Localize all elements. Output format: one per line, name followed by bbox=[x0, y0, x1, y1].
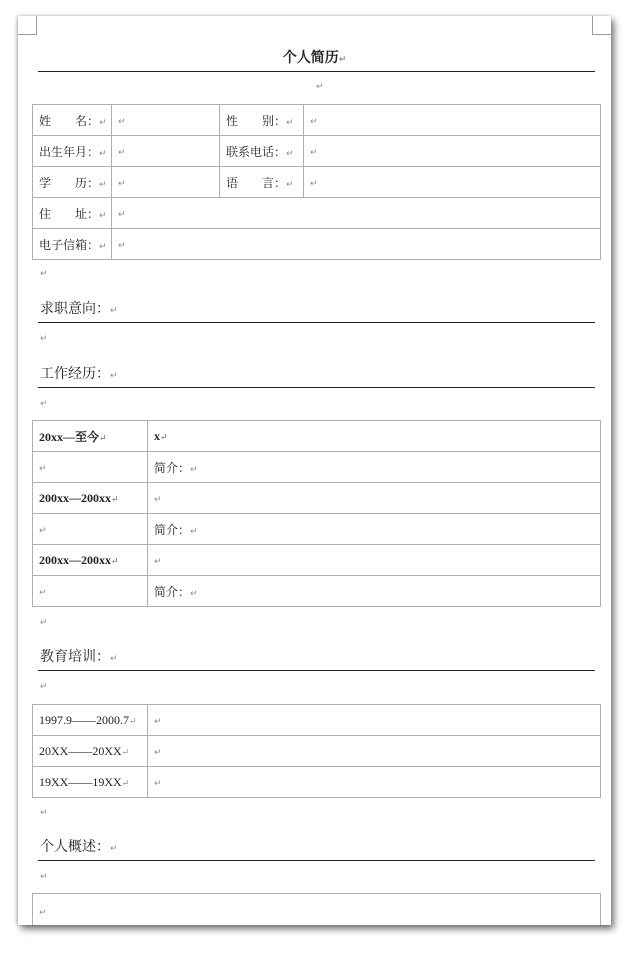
page-corner-mark-top-left bbox=[18, 16, 37, 35]
paragraph-mark-icon: ↵ bbox=[129, 715, 137, 726]
paragraph-mark-icon: ↵ bbox=[110, 654, 118, 664]
address-value-cell[interactable] bbox=[112, 198, 601, 229]
basic-info-row bbox=[33, 167, 601, 198]
paragraph-mark-icon: ↵ bbox=[118, 179, 126, 189]
education-content-cell[interactable] bbox=[148, 767, 601, 798]
experience-table bbox=[32, 420, 601, 607]
experience-date-cell[interactable]: 200xx—200xx↵ bbox=[33, 483, 148, 514]
document-title[interactable] bbox=[18, 47, 611, 67]
paragraph-mark-icon: ↵ bbox=[286, 179, 294, 190]
paragraph-mark-icon: ↵ bbox=[118, 210, 126, 220]
document-page bbox=[18, 16, 611, 925]
name-value-cell[interactable] bbox=[112, 105, 220, 136]
paragraph-mark-icon: ↵ bbox=[40, 872, 48, 882]
paragraph-mark-icon: ↵ bbox=[40, 399, 48, 409]
table-row bbox=[33, 705, 601, 736]
paragraph-mark-icon: ↵ bbox=[110, 844, 118, 854]
paragraph-mark-icon: ↵ bbox=[118, 241, 126, 251]
email-row bbox=[33, 229, 601, 260]
paragraph-mark-icon: ↵ bbox=[39, 526, 47, 536]
paragraph-mark-icon: ↵ bbox=[310, 117, 318, 127]
paragraph-mark-icon: ↵ bbox=[121, 777, 130, 788]
basic-info-row bbox=[33, 136, 601, 167]
paragraph-mark-icon: ↵ bbox=[110, 371, 118, 381]
experience-content-cell[interactable]: x↵ bbox=[148, 421, 601, 452]
section-rule bbox=[38, 322, 595, 323]
birth-date-value-cell[interactable] bbox=[112, 136, 220, 167]
basic-info-row bbox=[33, 105, 601, 136]
address-row bbox=[33, 198, 601, 229]
education-content-cell[interactable] bbox=[148, 705, 601, 736]
education-date-cell[interactable]: 19XX——19XX↵ bbox=[33, 767, 148, 798]
paragraph-mark-icon: ↵ bbox=[110, 306, 118, 316]
table-row bbox=[33, 736, 601, 767]
table-row bbox=[33, 767, 601, 798]
paragraph-mark-icon: ↵ bbox=[154, 495, 162, 505]
paragraph-mark-icon: ↵ bbox=[39, 907, 47, 918]
document-title-text: 个人简历 bbox=[282, 50, 339, 66]
field-label: 住 址：↵ bbox=[33, 198, 112, 229]
paragraph-mark-icon: ↵ bbox=[40, 269, 48, 279]
experience-content-cell[interactable]: 简介：↵ bbox=[148, 514, 601, 545]
paragraph-mark-icon: ↵ bbox=[40, 334, 48, 344]
gender-value-cell[interactable] bbox=[304, 105, 601, 136]
paragraph-mark-icon: ↵ bbox=[121, 746, 130, 757]
paragraph-mark-icon: ↵ bbox=[310, 148, 318, 158]
field-label: 姓 名：↵ bbox=[33, 105, 112, 136]
field-label: 联系电话：↵ bbox=[220, 136, 304, 167]
paragraph-mark-icon: ↵ bbox=[99, 241, 107, 252]
paragraph-mark-icon: ↵ bbox=[154, 779, 162, 789]
section-rule bbox=[38, 860, 595, 861]
section-rule bbox=[38, 387, 595, 388]
paragraph-mark-icon: ↵ bbox=[286, 117, 294, 128]
basic-info-table bbox=[32, 104, 601, 260]
paragraph-mark-icon: ↵ bbox=[190, 588, 198, 599]
paragraph-mark-icon: ↵ bbox=[111, 493, 119, 504]
paragraph-mark-icon: ↵ bbox=[190, 526, 198, 537]
page-corner-mark-top-right bbox=[592, 16, 611, 35]
experience-date-cell[interactable] bbox=[33, 452, 148, 483]
field-label: 电子信箱：↵ bbox=[33, 229, 112, 260]
section-heading-objective[interactable]: 求职意向：↵ bbox=[40, 301, 118, 317]
paragraph-mark-icon: ↵ bbox=[338, 55, 347, 65]
paragraph-mark-icon: ↵ bbox=[310, 179, 318, 189]
experience-date-cell[interactable]: 20xx—至今↵ bbox=[33, 421, 148, 452]
phone-value-cell[interactable] bbox=[304, 136, 601, 167]
paragraph-mark-icon: ↵ bbox=[154, 557, 162, 567]
field-label: 性 别：↵ bbox=[220, 105, 304, 136]
language-value-cell[interactable] bbox=[304, 167, 601, 198]
paragraph-mark-icon: ↵ bbox=[160, 431, 168, 442]
experience-content-cell[interactable] bbox=[148, 545, 601, 576]
table-row bbox=[33, 452, 601, 483]
field-label: 出生年月：↵ bbox=[33, 136, 112, 167]
paragraph-mark-icon: ↵ bbox=[111, 555, 119, 566]
section-heading-experience[interactable]: 工作经历：↵ bbox=[40, 366, 118, 382]
paragraph-mark-icon: ↵ bbox=[99, 148, 107, 159]
table-row bbox=[33, 421, 601, 452]
table-row bbox=[33, 576, 601, 607]
table-row bbox=[33, 483, 601, 514]
education-value-cell[interactable] bbox=[112, 167, 220, 198]
field-label: 语 言：↵ bbox=[220, 167, 304, 198]
experience-date-cell[interactable]: 200xx—200xx↵ bbox=[33, 545, 148, 576]
paragraph-mark-icon: ↵ bbox=[39, 464, 47, 474]
experience-content-cell[interactable] bbox=[148, 483, 601, 514]
paragraph-mark-icon: ↵ bbox=[316, 82, 324, 92]
section-rule bbox=[38, 670, 595, 671]
paragraph-mark-icon: ↵ bbox=[40, 618, 48, 628]
paragraph-mark-icon: ↵ bbox=[118, 148, 126, 158]
paragraph-mark-icon: ↵ bbox=[118, 117, 126, 127]
email-value-cell[interactable] bbox=[112, 229, 601, 260]
summary-table bbox=[32, 893, 601, 925]
table-row bbox=[33, 545, 601, 576]
experience-date-cell[interactable] bbox=[33, 514, 148, 545]
table-row bbox=[33, 514, 601, 545]
education-date-cell[interactable]: 1997.9——2000.7↵ bbox=[33, 705, 148, 736]
table-row bbox=[33, 894, 601, 926]
summary-content-cell[interactable] bbox=[33, 894, 601, 926]
field-label: 学 历：↵ bbox=[33, 167, 112, 198]
paragraph-mark-icon: ↵ bbox=[40, 682, 48, 692]
paragraph-mark-icon: ↵ bbox=[40, 808, 48, 818]
education-date-cell[interactable]: 20XX——20XX↵ bbox=[33, 736, 148, 767]
education-table bbox=[32, 704, 601, 798]
paragraph-mark-icon: ↵ bbox=[286, 148, 294, 159]
experience-content-cell[interactable]: 简介：↵ bbox=[148, 452, 601, 483]
paragraph-mark-icon: ↵ bbox=[99, 179, 107, 190]
paragraph-mark-icon: ↵ bbox=[99, 117, 107, 128]
paragraph-mark-icon: ↵ bbox=[99, 432, 107, 443]
paragraph-mark-icon: ↵ bbox=[190, 464, 198, 475]
section-heading-education[interactable]: 教育培训：↵ bbox=[40, 649, 118, 665]
paragraph-mark-icon: ↵ bbox=[39, 588, 47, 598]
section-heading-summary[interactable]: 个人概述：↵ bbox=[40, 839, 118, 855]
paragraph-mark-icon: ↵ bbox=[154, 748, 162, 758]
experience-content-cell[interactable]: 简介：↵ bbox=[148, 576, 601, 607]
experience-date-cell[interactable] bbox=[33, 576, 148, 607]
education-content-cell[interactable] bbox=[148, 736, 601, 767]
title-rule bbox=[38, 71, 595, 72]
paragraph-mark-icon: ↵ bbox=[154, 717, 162, 727]
paragraph-mark-icon: ↵ bbox=[99, 210, 107, 221]
